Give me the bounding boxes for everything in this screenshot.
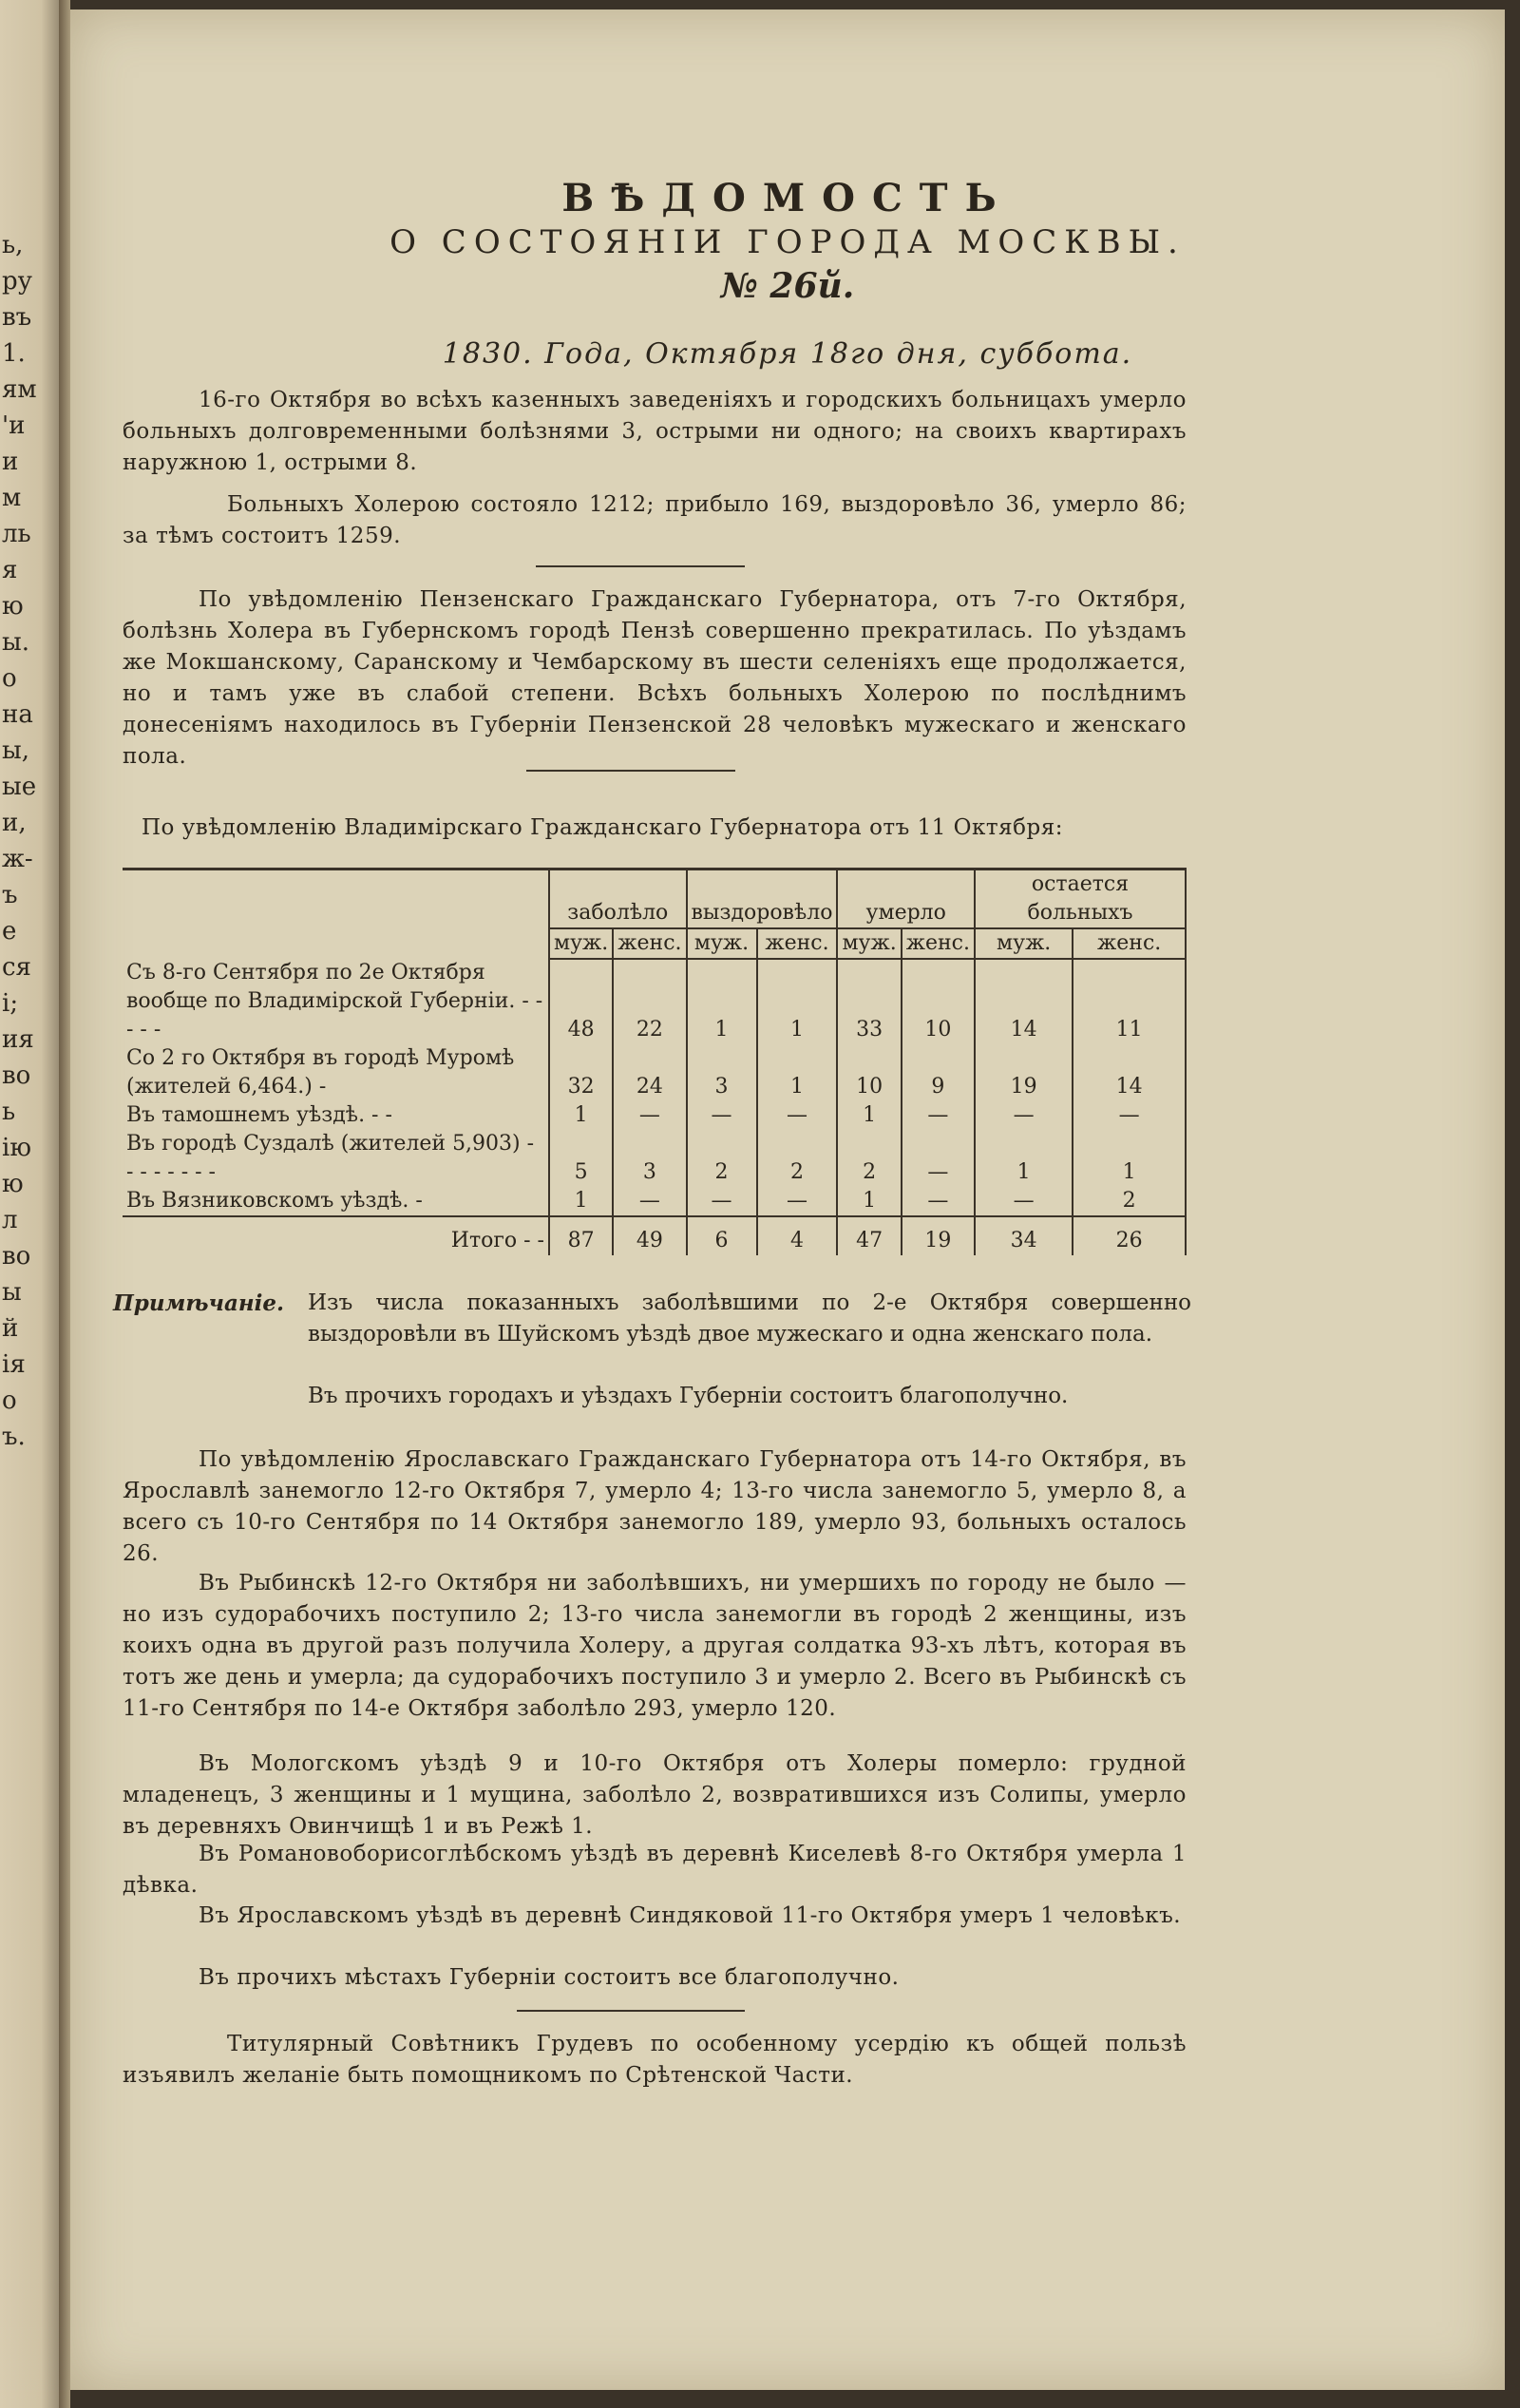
document-page bbox=[70, 10, 1505, 2390]
table-cell: 2 bbox=[687, 1130, 757, 1187]
adjacent-page-text-fragment: ы. bbox=[2, 628, 29, 657]
total-cell: 6 bbox=[687, 1216, 757, 1255]
table-cell: — bbox=[902, 1101, 975, 1130]
adjacent-page-text-fragment: 'и bbox=[2, 411, 26, 440]
table-cell: 9 bbox=[902, 1044, 975, 1101]
adjacent-page-text-fragment: о bbox=[2, 664, 17, 693]
sub-header-cell: муж. bbox=[975, 928, 1073, 959]
paragraph-grudev: Титулярный Совѣтникъ Грудевъ по особенному усердію къ общей пользѣ изъявилъ желаніе быть помощникомъ по Срѣтенской Части. bbox=[123, 2032, 1187, 2088]
note-text: Изъ числа показанныхъ заболѣвшими по 2-е Октября совершенно выздоровѣли въ Шуйскомъ уѣздѣ двое мужескаго и одна женскаго пола. bbox=[308, 1290, 1191, 1347]
adjacent-page-text-fragment: ые bbox=[2, 773, 37, 801]
table-row bbox=[123, 1101, 1186, 1130]
table-cell: 1 bbox=[549, 1187, 613, 1216]
paragraph-all-well: Въ прочихъ мѣстахъ Губерніи состоитъ все благополучно. bbox=[199, 1965, 900, 1990]
row-label: Въ тамошнемъ уѣздѣ. - - bbox=[123, 1101, 549, 1130]
table-cell: 2 bbox=[837, 1130, 901, 1187]
date-line: 1830. Года, Октября 18го дня, суббота. bbox=[442, 337, 1133, 371]
table-cell: 1 bbox=[549, 1101, 613, 1130]
adjacent-page-text-fragment: ю bbox=[2, 1170, 24, 1198]
table-cell: — bbox=[1073, 1101, 1186, 1130]
total-cell: 87 bbox=[549, 1216, 613, 1255]
table-cell: 32 bbox=[549, 1044, 613, 1101]
table-row bbox=[123, 959, 1186, 1044]
table-row bbox=[123, 1130, 1186, 1187]
book-gutter bbox=[59, 0, 70, 2408]
adjacent-page-text-fragment: м bbox=[2, 484, 22, 512]
adjacent-page-text-fragment: ь, bbox=[2, 231, 24, 259]
paragraph-vladimir-intro: По увѣдомленію Владимірскаго Гражданскаго Губернатора отъ 11 Октября: bbox=[142, 815, 1063, 840]
table-cell: — bbox=[902, 1130, 975, 1187]
row-label: Со 2 го Октября въ городѣ Муромѣ (жителей 6,464.) - bbox=[123, 1044, 549, 1101]
table-cell: 1 bbox=[837, 1101, 901, 1130]
adjacent-page-text-fragment: ъ bbox=[2, 881, 18, 909]
table-cell: — bbox=[757, 1187, 838, 1216]
adjacent-page-text-fragment: ся bbox=[2, 953, 31, 982]
adjacent-page-text-fragment: и bbox=[2, 448, 19, 476]
row-label: Въ городѣ Суздалѣ (жителей 5,903) - - - - - - - - bbox=[123, 1130, 549, 1187]
adjacent-page-edge bbox=[0, 0, 59, 2408]
table-cell: 3 bbox=[613, 1130, 686, 1187]
row-label: Съ 8-го Сентября по 2е Октября вообще по Владимірской Губерніи. - - - - - bbox=[123, 959, 549, 1044]
adjacent-page-text-fragment: ію bbox=[2, 1134, 31, 1162]
sub-header-cell: женс. bbox=[1073, 928, 1186, 959]
total-label: Итого - - bbox=[123, 1216, 549, 1255]
adjacent-page-text-fragment: ю bbox=[2, 592, 24, 621]
adjacent-page-text-fragment: ия bbox=[2, 1025, 34, 1054]
table-cell: 24 bbox=[613, 1044, 686, 1101]
table-row bbox=[123, 1187, 1186, 1216]
paragraph-yaroslavl-uyezd: Въ Ярославскомъ уѣздѣ въ деревнѣ Синдяковой 11-го Октября умеръ 1 человѣкъ. bbox=[199, 1903, 1182, 1928]
adjacent-page-text-fragment: 1. bbox=[2, 339, 26, 368]
sub-header-cell: женс. bbox=[902, 928, 975, 959]
total-cell: 34 bbox=[975, 1216, 1073, 1255]
table-cell: 14 bbox=[975, 959, 1073, 1044]
col-group-died: умерло bbox=[837, 870, 975, 929]
sub-header-cell: муж. bbox=[549, 928, 613, 959]
paragraph-romanov: Въ Романовоборисоглѣбскомъ уѣздѣ въ деревнѣ Киселевѣ 8-го Октября умерла 1 дѣвка. bbox=[123, 1842, 1187, 1898]
table-cell: 33 bbox=[837, 959, 901, 1044]
paragraph-rybinsk: Въ Рыбинскѣ 12-го Октября ни заболѣвшихъ, ни умершихъ по городу не было — но изъ судорабочихъ поступило 2; 13-го числа занемогли въ городѣ 2 женщины, изъ коихъ одна въ другой разъ получила Холеру, а другая солдатка 93-хъ лѣтъ, которая въ тотъ же день и умерла; да судорабочихъ поступило 3 и умерло 2. Всего въ Рыбинскѣ съ 11-го Сентября по 14-е Октября заболѣло 293, умерло 120. bbox=[123, 1571, 1187, 1721]
adjacent-page-text-fragment: ж- bbox=[2, 845, 33, 873]
table-cell: 2 bbox=[757, 1130, 838, 1187]
total-cell: 19 bbox=[902, 1216, 975, 1255]
adjacent-page-text-fragment: на bbox=[2, 700, 33, 729]
sub-header-cell: муж. bbox=[687, 928, 757, 959]
sub-header-cell: муж. bbox=[837, 928, 901, 959]
table-cell: 1 bbox=[837, 1187, 901, 1216]
sub-header-cell: женс. bbox=[613, 928, 686, 959]
table-cell: 48 bbox=[549, 959, 613, 1044]
paragraph-cholera-count: Больныхъ Холерою состояло 1212; прибыло 169, выздоровѣло 36, умерло 86; за тѣмъ состоитъ 1259. bbox=[123, 492, 1187, 548]
adjacent-page-text-fragment: й bbox=[2, 1314, 19, 1343]
adjacent-page-text-fragment: я bbox=[2, 556, 18, 584]
table-total-row bbox=[123, 1216, 1186, 1255]
paragraph-mologa: Въ Мологскомъ уѣздѣ 9 и 10-го Октября отъ Холеры померло: грудной младенецъ, 3 женщины и 1 мущина, заболѣло 2, возвратившихся изъ Солипы, умерло въ деревняхъ Овинчищѣ 1 и въ Режѣ 1. bbox=[123, 1751, 1187, 1839]
note-label-text: Примѣчаніе. bbox=[113, 1290, 285, 1316]
page-subtitle: О СОСТОЯНІИ ГОРОДА МОСКВЫ. bbox=[390, 223, 1186, 261]
table-cell: 1 bbox=[975, 1130, 1073, 1187]
table-cell: 11 bbox=[1073, 959, 1186, 1044]
table-cell: 1 bbox=[687, 959, 757, 1044]
adjacent-page-text-fragment: ы bbox=[2, 1278, 22, 1307]
divider bbox=[536, 565, 745, 567]
row-label: Въ Вязниковскомъ уѣздѣ. - bbox=[123, 1187, 549, 1216]
adjacent-page-text-fragment: е bbox=[2, 917, 17, 946]
table-corner bbox=[123, 870, 549, 960]
vladimir-cholera-table bbox=[123, 868, 1187, 1255]
adjacent-page-text-fragment: ы, bbox=[2, 736, 29, 765]
paragraph-yaroslavl: По увѣдомленію Ярославскаго Гражданскаго Губернатора отъ 14-го Октября, въ Ярославлѣ занемогло 12-го Октября 7, умерло 4; 13-го числа занемогло 5, умерло 8, а всего съ 10-го Сентября по 14 Октября занемогло 189, умерло 93, больныхъ осталось 26. bbox=[123, 1447, 1187, 1566]
table-cell: 10 bbox=[837, 1044, 901, 1101]
table-cell: 19 bbox=[975, 1044, 1073, 1101]
table-row bbox=[123, 1044, 1186, 1101]
table-cell: — bbox=[613, 1101, 686, 1130]
adjacent-page-text-fragment: ь bbox=[2, 1098, 16, 1126]
table-cell: — bbox=[687, 1187, 757, 1216]
page-title: ВѢДОМОСТЬ bbox=[561, 176, 1014, 220]
adjacent-page-text-fragment: въ bbox=[2, 303, 32, 332]
divider bbox=[526, 770, 735, 772]
table-cell: — bbox=[975, 1187, 1073, 1216]
table-cell: — bbox=[757, 1101, 838, 1130]
table-cell: 3 bbox=[687, 1044, 757, 1101]
adjacent-page-text-fragment: ія bbox=[2, 1350, 26, 1379]
total-cell: 26 bbox=[1073, 1216, 1186, 1255]
total-cell: 47 bbox=[837, 1216, 901, 1255]
col-group-remaining: остается больныхъ bbox=[975, 870, 1186, 929]
table-cell: 10 bbox=[902, 959, 975, 1044]
divider bbox=[517, 2010, 745, 2012]
sub-header-cell: женс. bbox=[757, 928, 838, 959]
adjacent-page-text-fragment: и, bbox=[2, 809, 27, 837]
table-cell: 14 bbox=[1073, 1044, 1186, 1101]
adjacent-page-text-fragment: во bbox=[2, 1061, 31, 1090]
table-cell: 1 bbox=[757, 1044, 838, 1101]
adjacent-page-text-fragment: і; bbox=[2, 989, 19, 1018]
note-label bbox=[113, 1288, 303, 1320]
adjacent-page-text-fragment: л bbox=[2, 1206, 18, 1234]
adjacent-page-text-fragment: ям bbox=[2, 375, 37, 404]
note-text-2: Въ прочихъ городахъ и уѣздахъ Губерніи состоитъ благополучно. bbox=[308, 1384, 1069, 1408]
table-cell: 5 bbox=[549, 1130, 613, 1187]
table-cell: 2 bbox=[1073, 1187, 1186, 1216]
issue-number: № 26й. bbox=[720, 266, 855, 306]
table-cell: — bbox=[975, 1101, 1073, 1130]
paragraph-penza: По увѣдомленію Пензенскаго Гражданскаго Губернатора, отъ 7-го Октября, болѣзнь Холера въ Губернскомъ городѣ Пензѣ совершенно прекратилась. По уѣздамъ же Мокшанскому, Саранскому и Чембарскому въ шести селеніяхъ еще продолжается, но и тамъ уже въ слабой степени. Всѣхъ больныхъ Холерою по послѣднимъ донесеніямъ находилось въ Губерніи Пензенской 28 человѣкъ мужескаго и женскаго пола. bbox=[123, 587, 1187, 769]
table-cell: — bbox=[613, 1187, 686, 1216]
adjacent-page-text-fragment: ъ. bbox=[2, 1423, 26, 1451]
total-cell: 4 bbox=[757, 1216, 838, 1255]
total-cell: 49 bbox=[613, 1216, 686, 1255]
adjacent-page-text-fragment: ру bbox=[2, 267, 32, 296]
adjacent-page-text-fragment: во bbox=[2, 1242, 31, 1271]
table-cell: 1 bbox=[1073, 1130, 1186, 1187]
adjacent-page-text-fragment: о bbox=[2, 1386, 17, 1415]
col-group-fell-ill: заболѣло bbox=[549, 870, 687, 929]
table-cell: — bbox=[902, 1187, 975, 1216]
adjacent-page-text-fragment: ль bbox=[2, 520, 31, 548]
table-cell: 22 bbox=[613, 959, 686, 1044]
paragraph-hospitals: 16-го Октября во всѣхъ казенныхъ заведеніяхъ и городскихъ больницахъ умерло больныхъ долговременными болѣзнями 3, острыми ни одного; на своихъ квартирахъ наружною 1, острыми 8. bbox=[123, 388, 1187, 475]
table-cell: 1 bbox=[757, 959, 838, 1044]
table-cell: — bbox=[687, 1101, 757, 1130]
col-group-recovered: выздоровѣло bbox=[687, 870, 838, 929]
